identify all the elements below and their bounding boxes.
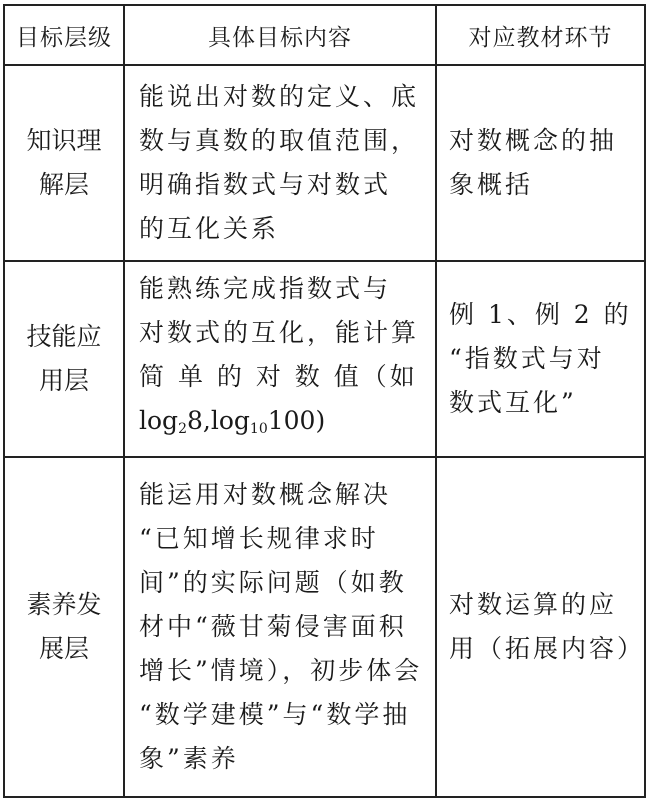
level-cell: 技能应 用层	[4, 261, 124, 457]
section-cell: 对数概念的抽 象概括	[436, 65, 645, 261]
header-row	[4, 5, 645, 65]
log-expression: $\log_28,\log_{10}100$)	[139, 406, 326, 437]
section-cell: 对数运算的应 用（拓展内容）	[436, 457, 645, 797]
header-section: 对应教材环节	[436, 5, 645, 65]
content-cell: 能熟练完成指数式与 对数式的互化，能计算 简 单 的 对 数 值（如 $\log_28,\log_{10}100$)	[124, 261, 436, 457]
table-row	[4, 457, 645, 797]
section-cell: 例 1、例 2 的 “指数式与对 数式互化”	[436, 261, 645, 457]
level-cell: 素养发 展层	[4, 457, 124, 797]
table-row	[4, 261, 645, 457]
header-content: 具体目标内容	[124, 5, 436, 65]
content-cell: 能说出对数的定义、底 数与真数的取值范围， 明确指数式与对数式 的互化关系	[124, 65, 436, 261]
goal-table	[3, 4, 646, 798]
table-row	[4, 65, 645, 261]
level-cell: 知识理 解层	[4, 65, 124, 261]
content-cell: 能运用对数概念解决 “已知增长规律求时 间”的实际问题（如教 材中“薇甘菊侵害面积 增长”情境），初步体会 “数学建模”与“数学抽 象”素养	[124, 457, 436, 797]
header-level: 目标层级	[4, 5, 124, 65]
